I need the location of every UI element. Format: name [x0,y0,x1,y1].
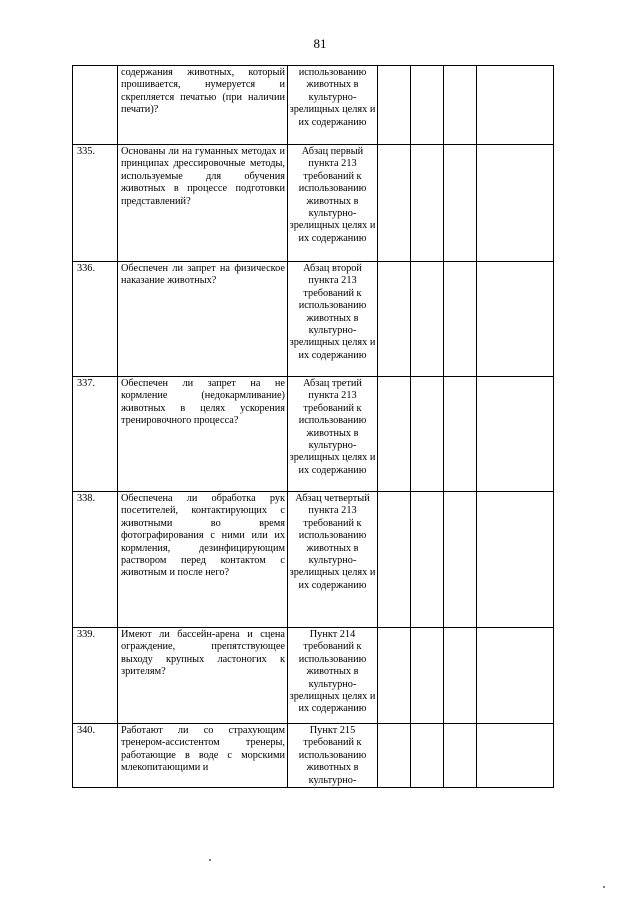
question-cell: Обеспечена ли обработка рук посетителей, контактирующих с животными во время фотографирования с ними или их кормления, дезинфицирующим раствором перед контактом с животным и после него? [118,492,288,628]
answer-na-cell [444,66,477,145]
table-row [73,377,554,492]
row-number: 339. [73,628,118,724]
answer-na-cell [444,145,477,262]
page-number: 81 [313,36,327,51]
comment-cell [477,262,554,377]
row-number [73,66,118,145]
reference-cell: Абзац первый пункта 213 требований к использованию животных в культурно-зрелищных целях и их содержанию [288,145,378,262]
answer-yes-cell [378,628,411,724]
reference-cell: Пункт 215 требований к использованию животных в культурно- [288,724,378,788]
answer-na-cell [444,724,477,788]
answer-yes-cell [378,145,411,262]
comment-cell [477,492,554,628]
answer-no-cell [411,66,444,145]
row-number: 337. [73,377,118,492]
table-row [73,145,554,262]
question-cell: Обеспечен ли запрет на физическое наказание животных? [118,262,288,377]
answer-no-cell [411,262,444,377]
reference-cell: Абзац четвертый пункта 213 требований к использованию животных в культурно-зрелищных целях и их содержанию [288,492,378,628]
answer-no-cell [411,628,444,724]
answer-yes-cell [378,377,411,492]
scan-speck [209,859,211,861]
checklist-table [72,65,554,788]
answer-yes-cell [378,724,411,788]
table-row [73,66,554,145]
question-cell: Работают ли со страхующим тренером-ассистентом тренеры, работающие в воде с морскими млекопитающими и [118,724,288,788]
reference-cell: использованию животных в культурно-зрелищных целях и их содержанию [288,66,378,145]
answer-na-cell [444,262,477,377]
reference-cell: Абзац второй пункта 213 требований к использованию животных в культурно-зрелищных целях и их содержанию [288,262,378,377]
table-row [73,724,554,788]
question-cell: Обеспечен ли запрет на не кормление (недокармливание) животных в целях ускорения тренировочного процесса? [118,377,288,492]
row-number: 335. [73,145,118,262]
answer-yes-cell [378,262,411,377]
answer-no-cell [411,377,444,492]
row-number: 340. [73,724,118,788]
answer-yes-cell [378,66,411,145]
comment-cell [477,628,554,724]
answer-yes-cell [378,492,411,628]
scan-speck [603,886,605,888]
comment-cell [477,377,554,492]
reference-cell: Абзац третий пункта 213 требований к использованию животных в культурно-зрелищных целях и их содержанию [288,377,378,492]
answer-no-cell [411,724,444,788]
comment-cell [477,145,554,262]
reference-cell: Пункт 214 требований к использованию животных в культурно-зрелищных целях и их содержанию [288,628,378,724]
answer-no-cell [411,492,444,628]
question-cell: содержания животных, который прошивается, нумеруется и скрепляется печатью (при наличии печати)? [118,66,288,145]
table-row [73,262,554,377]
question-cell: Имеют ли бассейн-арена и сцена ограждение, препятствующее выходу крупных ластоногих к зрителям? [118,628,288,724]
answer-na-cell [444,377,477,492]
answer-no-cell [411,145,444,262]
row-number: 336. [73,262,118,377]
answer-na-cell [444,492,477,628]
answer-na-cell [444,628,477,724]
comment-cell [477,66,554,145]
table-row [73,492,554,628]
row-number: 338. [73,492,118,628]
question-cell: Основаны ли на гуманных методах и принципах дрессировочные методы, используемые для обучения животных в процессе подготовки представлений? [118,145,288,262]
comment-cell [477,724,554,788]
table-row [73,628,554,724]
